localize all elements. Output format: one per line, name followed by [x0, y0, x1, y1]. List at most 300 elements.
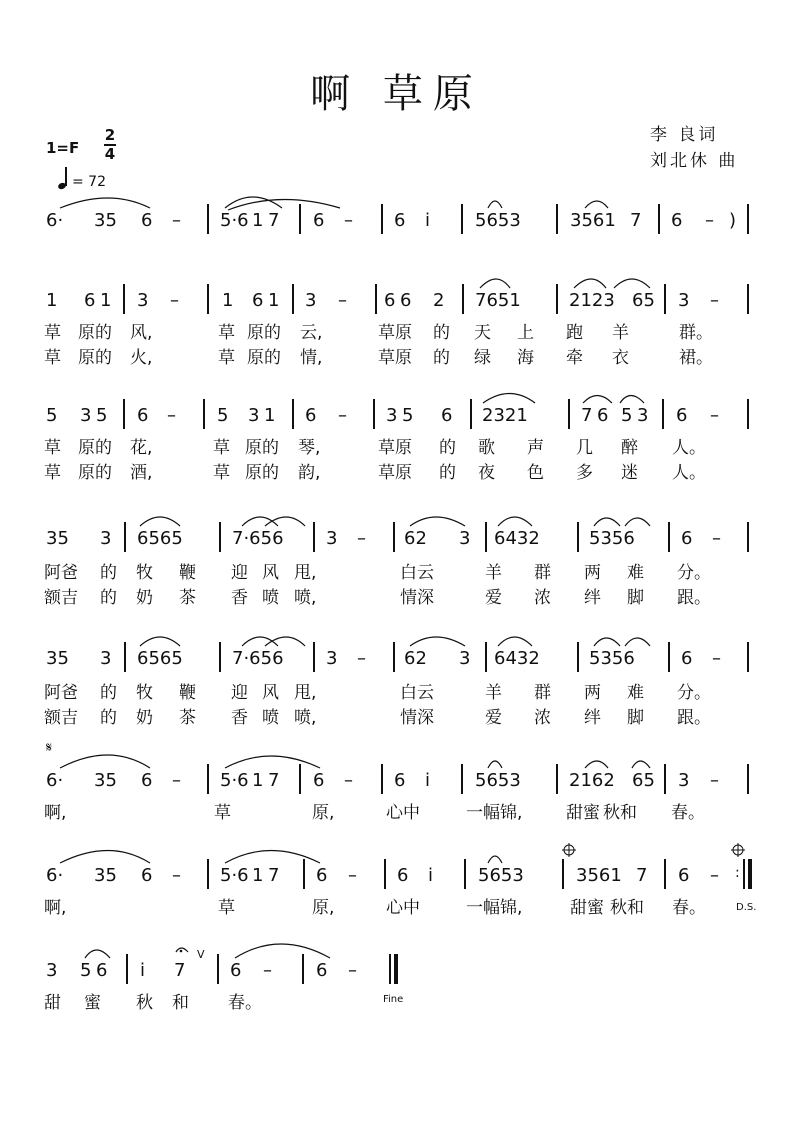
dash: – [712, 648, 721, 669]
note: 5 [96, 405, 108, 426]
note: 65 [632, 770, 655, 791]
tempo-marking [58, 167, 106, 190]
barline [123, 399, 125, 429]
song-title: 啊 草原 [310, 71, 483, 117]
note: 6 [316, 960, 328, 981]
credits [650, 122, 738, 174]
slur [488, 761, 502, 768]
lyric: 群 [534, 563, 551, 583]
slur [242, 637, 278, 646]
barline [299, 764, 301, 794]
slur [228, 199, 340, 210]
lyric: 韵, [298, 463, 321, 483]
lyric: 草 [218, 348, 235, 368]
dash: – [344, 210, 353, 231]
barline [393, 522, 395, 552]
barline [464, 859, 466, 889]
note: 6 [676, 405, 688, 426]
note: 5 [46, 405, 58, 426]
dash: – [710, 770, 719, 791]
lyric: 群 [534, 683, 551, 703]
note: 35 [46, 648, 69, 669]
lyric: 绊 [584, 708, 601, 728]
note: 1 [252, 865, 264, 886]
slur [632, 761, 650, 768]
lyric: 额吉 [44, 588, 78, 608]
barline [461, 764, 463, 794]
quarter-note-icon [58, 167, 72, 189]
barline [207, 859, 209, 889]
barline [748, 859, 752, 889]
lyric: 海 [517, 348, 534, 368]
note: 5·6 [220, 865, 249, 886]
note: 35 [46, 528, 69, 549]
barline [462, 284, 464, 314]
note: 6 [252, 290, 264, 311]
barline [299, 204, 301, 234]
lyric: 歌 [478, 438, 495, 458]
note: 5653 [478, 865, 524, 886]
lyric: 琴, [298, 438, 321, 458]
note: 3 [386, 405, 398, 426]
note: 6 [316, 865, 328, 886]
lyricist: 李 良词 [650, 125, 719, 145]
note: 7 [268, 210, 280, 231]
note: 62 [404, 528, 427, 549]
lyric: 爱 [485, 708, 502, 728]
fermata [176, 948, 188, 952]
dash: – [172, 770, 181, 791]
barline [203, 399, 205, 429]
lyric: 喷 [262, 588, 279, 608]
composer: 刘北休 曲 [650, 151, 739, 171]
fine-marking: Fine [383, 994, 404, 1005]
barline [747, 642, 749, 672]
lyric: 牧 [136, 683, 153, 703]
dash: – [338, 290, 347, 311]
time-bottom: 4 [104, 145, 116, 163]
slur [625, 638, 650, 646]
staff-line-7 [0, 865, 793, 895]
barline [668, 642, 670, 672]
barline [485, 642, 487, 672]
note: 62 [404, 648, 427, 669]
slur [620, 396, 644, 404]
lyric: 风, [130, 323, 153, 343]
lyric: 甜 [44, 993, 61, 1013]
barline [664, 859, 666, 889]
barline [381, 204, 383, 234]
lyric: 春。 [228, 993, 262, 1013]
slur [225, 756, 320, 768]
dash: – [170, 290, 179, 311]
barline [562, 859, 564, 889]
lyric: 甩, [294, 563, 317, 583]
lyric: 额吉 [44, 708, 78, 728]
lyric: 阿爸 [44, 683, 78, 703]
note: 2321 [482, 405, 528, 426]
dash: – [263, 960, 272, 981]
slur [265, 637, 305, 646]
lyric: 的 [100, 683, 117, 703]
barline [577, 642, 579, 672]
note: 3 [678, 290, 690, 311]
barline [658, 204, 660, 234]
lyric: 迎 [231, 683, 248, 703]
slur [498, 637, 532, 646]
note: 6 [305, 405, 317, 426]
note: 7 [581, 405, 593, 426]
barline [747, 522, 749, 552]
dash: – [357, 648, 366, 669]
slur [574, 279, 606, 288]
note: 6· [46, 210, 64, 231]
staff-line-2 [0, 290, 793, 320]
barline [568, 399, 570, 429]
lyric: 的 [433, 323, 450, 343]
lyric: 喷, [294, 708, 317, 728]
note: i [425, 770, 431, 791]
note: i [428, 865, 434, 886]
lyric: 原的 [245, 438, 279, 458]
note: 7651 [475, 290, 521, 311]
note: 6565 [137, 648, 183, 669]
lyric: 夜 [478, 463, 495, 483]
note: 6432 [494, 648, 540, 669]
lyric: 原的 [78, 323, 112, 343]
note: 5 [621, 405, 633, 426]
note: 3 [637, 405, 649, 426]
note: 6 [394, 770, 406, 791]
note: 6 [678, 865, 690, 886]
note: 3 [80, 405, 92, 426]
note: 5 [80, 960, 92, 981]
slur [140, 637, 180, 646]
lyric: 草 [44, 463, 61, 483]
lyric: 啊, [44, 898, 67, 918]
lyric: 草 [213, 438, 230, 458]
note: 35 [94, 210, 117, 231]
lyric: 草 [218, 323, 235, 343]
barline [461, 204, 463, 234]
note: 35 [94, 770, 117, 791]
lyric: 春。 [671, 803, 705, 823]
slur [498, 517, 532, 526]
lyric: 羊 [485, 563, 502, 583]
note: 6 [141, 865, 153, 886]
lyric: 原的 [78, 438, 112, 458]
lyric: 情深 [400, 588, 434, 608]
lyric: 跟。 [677, 588, 711, 608]
slur [410, 637, 465, 646]
barline [373, 399, 375, 429]
barline [485, 522, 487, 552]
barline [292, 399, 294, 429]
lyric: 的 [439, 463, 456, 483]
note: 3 [248, 405, 260, 426]
lyric: 甜蜜 [566, 803, 600, 823]
note: 6 [681, 528, 693, 549]
lyric: 奶 [136, 588, 153, 608]
note: 6 [96, 960, 108, 981]
slur [410, 517, 465, 526]
note: 6 [141, 210, 153, 231]
barline [219, 522, 221, 552]
barline [556, 764, 558, 794]
lyric: 醉 [621, 438, 638, 458]
barline [470, 399, 472, 429]
barline [747, 399, 749, 429]
lyric: 鞭 [179, 563, 196, 583]
note: 6· [46, 770, 64, 791]
slur [585, 761, 608, 768]
lyric: 原, [312, 898, 335, 918]
note: 6 [137, 405, 149, 426]
note: 3 [46, 960, 58, 981]
lyric: 秋和 [610, 898, 644, 918]
slur [585, 201, 608, 208]
barline [389, 954, 391, 984]
lyric: 的 [100, 708, 117, 728]
note: 6 [384, 290, 396, 311]
lyric: 秋 [136, 993, 153, 1013]
note: 6 [313, 210, 325, 231]
note: 5356 [589, 648, 635, 669]
dash: – [710, 405, 719, 426]
lyric: 草原 [378, 438, 412, 458]
note: 1 [252, 770, 264, 791]
slur [614, 279, 650, 288]
note: 6 [681, 648, 693, 669]
dash: – [167, 405, 176, 426]
lyric: 原的 [247, 348, 281, 368]
lyric: 分。 [677, 563, 711, 583]
note: 3 [326, 528, 338, 549]
lyric: 心中 [386, 898, 420, 918]
lyric: 一幅锦, [466, 803, 523, 823]
lyric: 原的 [78, 348, 112, 368]
lyric: 色 [527, 463, 544, 483]
lyric: 甩, [294, 683, 317, 703]
note: 7 [268, 770, 280, 791]
note: 6565 [137, 528, 183, 549]
slur [60, 851, 150, 864]
slur [488, 201, 502, 208]
note: 7 [630, 210, 642, 231]
lyric: 绿 [474, 348, 491, 368]
note: 2 [433, 290, 445, 311]
lyric: 甜蜜 [570, 898, 604, 918]
note: 5653 [475, 770, 521, 791]
dash: – [338, 405, 347, 426]
lyric: 情深 [400, 708, 434, 728]
barline [577, 522, 579, 552]
note: 6 [671, 210, 683, 231]
lyric: 奶 [136, 708, 153, 728]
note: 1 [46, 290, 58, 311]
lyric: 群。 [679, 323, 713, 343]
barline [126, 954, 128, 984]
lyric: 两 [584, 563, 601, 583]
note: 3 [678, 770, 690, 791]
lyric: 喷 [262, 708, 279, 728]
lyric: 裙。 [679, 348, 713, 368]
lyric: 春。 [672, 898, 706, 918]
slur [225, 197, 282, 208]
slur [60, 198, 150, 208]
barline [662, 399, 664, 429]
note: 1 [222, 290, 234, 311]
note: 6 [230, 960, 242, 981]
barline [556, 284, 558, 314]
barline [381, 764, 383, 794]
key-signature: 1=F [46, 139, 80, 157]
staff-line-5 [0, 648, 793, 678]
lyric: 牵 [566, 348, 583, 368]
barline [664, 764, 666, 794]
note: 2123 [569, 290, 615, 311]
barline [394, 954, 398, 984]
note: i [140, 960, 146, 981]
note: 3 [100, 528, 112, 549]
note: i [425, 210, 431, 231]
time-top: 2 [104, 126, 116, 144]
note: 5356 [589, 528, 635, 549]
note: 2162 [569, 770, 615, 791]
slur [265, 517, 305, 526]
close-paren: ) [729, 210, 737, 231]
barline [747, 764, 749, 794]
dash: – [348, 960, 357, 981]
lyric: 酒, [130, 463, 153, 483]
lyric: 上 [517, 323, 534, 343]
lyric: 蜜 [84, 993, 101, 1013]
lyric: 原的 [245, 463, 279, 483]
note: 3561 [570, 210, 616, 231]
lyric: 秋和 [603, 803, 637, 823]
lyric: 风 [262, 563, 279, 583]
lyric: 草 [218, 898, 235, 918]
slur [594, 518, 620, 526]
lyric: 阿爸 [44, 563, 78, 583]
note: 5·6 [220, 770, 249, 791]
note: 6 [441, 405, 453, 426]
note: 3 [137, 290, 149, 311]
lyric: 羊 [612, 323, 629, 343]
dash: – [348, 865, 357, 886]
note: 5·6 [220, 210, 249, 231]
staff-line-1 [0, 210, 793, 240]
segno-icon: 𝄋 [46, 740, 53, 756]
note: 6 [400, 290, 412, 311]
barline [384, 859, 386, 889]
lyric: 喷, [294, 588, 317, 608]
repeat-dots: : [735, 865, 740, 881]
lyric: 跑 [566, 323, 583, 343]
staff-line-8 [0, 948, 793, 990]
note: 35 [94, 865, 117, 886]
barline [313, 642, 315, 672]
barline [313, 522, 315, 552]
lyric: 原, [312, 803, 335, 823]
barline [743, 859, 745, 889]
staff-line-6 [0, 770, 793, 800]
barline [302, 954, 304, 984]
lyric: 啊, [44, 803, 67, 823]
lyric: 的 [100, 563, 117, 583]
slur [488, 856, 502, 863]
lyric: 人。 [672, 463, 706, 483]
note: 7·656 [232, 528, 284, 549]
dash: – [172, 865, 181, 886]
lyric: 风 [262, 683, 279, 703]
barline [207, 204, 209, 234]
lyric: 的 [439, 438, 456, 458]
note: 6· [46, 865, 64, 886]
slur [225, 851, 320, 864]
note: 7·656 [232, 648, 284, 669]
staff-line-3 [0, 405, 793, 435]
lyric: 白云 [400, 683, 434, 703]
note: 1 [252, 210, 264, 231]
note: 1 [100, 290, 112, 311]
lyric: 草 [44, 348, 61, 368]
lyric: 草原 [378, 348, 412, 368]
barline [668, 522, 670, 552]
dash: – [705, 210, 714, 231]
lyric: 香 [231, 708, 248, 728]
note: 5 [217, 405, 229, 426]
lyric: 脚 [627, 588, 644, 608]
barline [747, 204, 749, 234]
lyric: 绊 [584, 588, 601, 608]
note: 3561 [576, 865, 622, 886]
slur [625, 518, 650, 526]
lyric: 难 [627, 563, 644, 583]
slur [140, 517, 180, 526]
barline [124, 642, 126, 672]
lyric: 云, [300, 323, 323, 343]
lyric: 草 [44, 323, 61, 343]
slur [235, 944, 330, 958]
note: 7 [174, 960, 186, 981]
lyric: 原的 [78, 463, 112, 483]
note: 1 [264, 405, 276, 426]
note: 3 [326, 648, 338, 669]
note: 3 [305, 290, 317, 311]
dash: – [710, 290, 719, 311]
lyric: 人。 [672, 438, 706, 458]
lyric: 浓 [534, 588, 551, 608]
barline [292, 284, 294, 314]
lyric: 草原 [378, 463, 412, 483]
lyric: 一幅锦, [466, 898, 523, 918]
barline [393, 642, 395, 672]
barline [124, 522, 126, 552]
barline [207, 764, 209, 794]
barline [375, 284, 377, 314]
barline [556, 204, 558, 234]
lyric: 花, [130, 438, 153, 458]
note: 7 [268, 865, 280, 886]
lyric: 迎 [231, 563, 248, 583]
dash: – [344, 770, 353, 791]
note: 5 [402, 405, 414, 426]
barline [303, 859, 305, 889]
lyric: 浓 [534, 708, 551, 728]
lyric: 衣 [612, 348, 629, 368]
note: 6 [84, 290, 96, 311]
